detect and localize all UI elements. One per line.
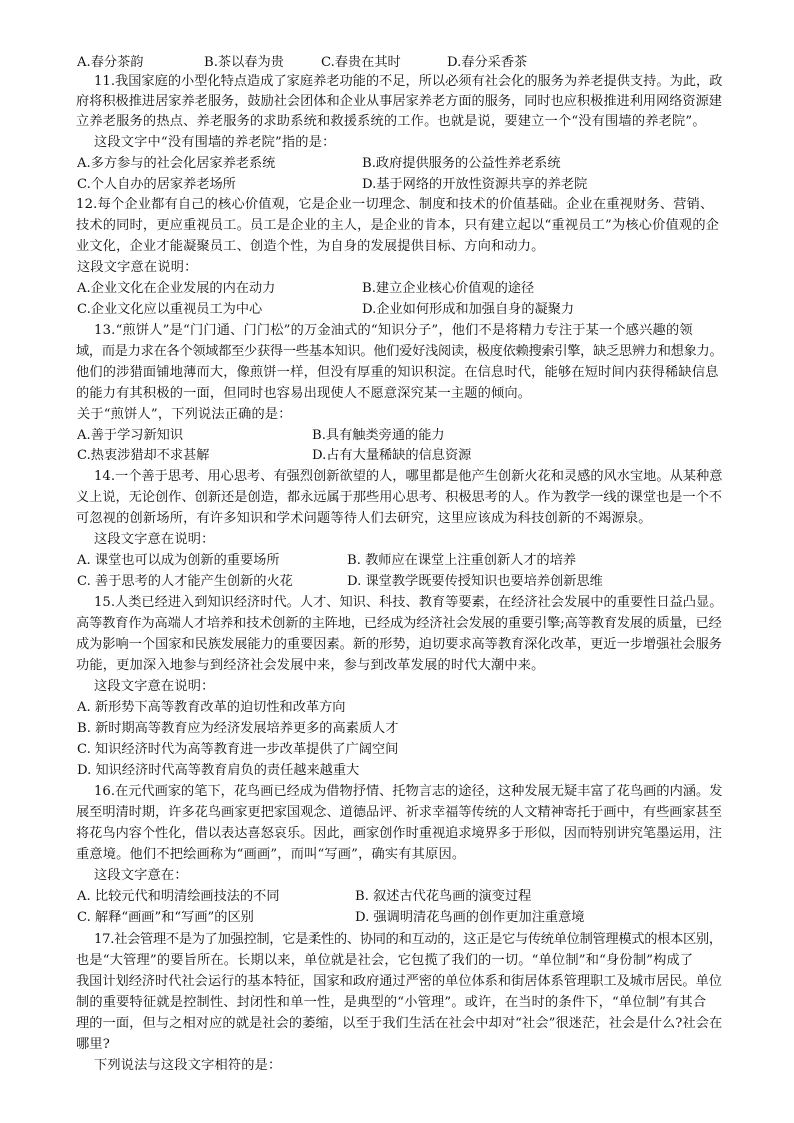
- q13-option-b: B.具有触类旁通的能力: [312, 428, 445, 443]
- q14-option-a: A. 课堂也可以成为创新的重要场所: [77, 553, 280, 568]
- q13-text-line: 的能力有其积极的一面，但同时也容易出现使人不愿意深究某一主题的倾向。: [76, 386, 532, 401]
- q14-option-d: D. 课堂教学既要传授知识也要培养创新思维: [347, 574, 603, 589]
- q13-text-line: 他们的涉猎面铺地薄而大，像煎饼一样，但没有厚重的知识积淀。在信息时代，能够在短时间内获得稀缺信息: [76, 365, 719, 380]
- q14-text-line: 义上说，无论创作、创新还是创造，都永远属于那些用心思考、积极思考的人。作为教学一线的课堂也是一个不: [76, 490, 722, 505]
- q11-option-b: B.政府提供服务的公益性养老系统: [362, 156, 561, 171]
- q10-option-a: A.春分茶韵: [77, 55, 144, 70]
- q17-question: 下列说法与这段文字相符的是：: [94, 1058, 282, 1073]
- q11-text-line: 立养老服务的热点、养老服务的求助系统和救援系统的工作。也就是说，要建立一个“没有围墙的养老院”。: [76, 114, 706, 129]
- q10-option-b: B.茶以春为贵: [204, 55, 284, 70]
- q15-text-line: 成为影响一个国家和民族发展能力的重要因素。新的形势，迫切要求高等教育深化改革，更近一步增强社会服务: [76, 637, 722, 652]
- q12-option-d: D.企业如何形成和加强自身的凝聚力: [362, 302, 575, 317]
- q12-option-c: C.企业文化应以重视员工为中心: [77, 302, 263, 317]
- q11-option-c: C.个人自办的居家养老场所: [77, 177, 236, 192]
- q15-text-line: 高等教育作为高端人才培养和技术创新的主阵地，已经成为经济社会发展的重要引擎;高等教育发展的质量，已经: [76, 616, 722, 631]
- q12-option-a: A.企业文化在企业发展的内在动力: [77, 281, 276, 296]
- q14-text-line: 14.一个善于思考、用心思考、有强烈创新欲望的人，哪里都是他产生创新火花和灵感的风水宝地。从某种意: [94, 469, 723, 484]
- q13-option-c: C.热衷涉猎却不求甚解: [77, 448, 210, 463]
- q13-option-a: A.善于学习新知识: [77, 428, 184, 443]
- q15-text-line: 功能，更加深入地参与到经济社会发展中来，参与到改革发展的时代大潮中来。: [76, 658, 545, 673]
- q16-option-a: A. 比较元代和明清绘画技法的不同: [77, 889, 280, 904]
- q11-option-a: A.多方参与的社会化居家养老系统: [77, 156, 276, 171]
- q13-question: 关于“煎饼人”，下列说法正确的是：: [77, 407, 292, 422]
- q17-text-line: 也是“大管理”的要旨所在。长期以来，单位就是社会，它包揽了我们的一切。“单位制”和“身份制”构成了: [76, 953, 694, 968]
- q14-option-c: C. 善于思考的人才能产生创新的火花: [77, 574, 293, 589]
- q16-question: 这段文字意在：: [94, 868, 188, 883]
- q16-option-d: D. 强调明清花鸟画的创作更加注重意境: [355, 910, 585, 925]
- q15-option-c: C. 知识经济时代为高等教育进一步改革提供了广阔空间: [77, 742, 399, 757]
- q11-text-line: 11.我国家庭的小型化特点造成了家庭养老功能的不足，所以必须有社会化的服务为养老提供支持。为此，政: [94, 74, 723, 89]
- q14-option-b: B. 教师应在课堂上注重创新人才的培养: [347, 553, 577, 568]
- q11-text-line: 府将积极推进居家养老服务，鼓励社会团体和企业从事居家养老方面的服务，同时也应积极推进利用网络资源建: [76, 94, 722, 109]
- q16-text-line: 重意境。他们不把绘画称为“画画”，而叫“写画”，确实有其原因。: [76, 847, 466, 862]
- q12-text-line: 技术的同时，更应重视员工。员工是企业的主人，是企业的肯本，只有建立起以“重视员工”为核心价值观的企: [76, 218, 720, 233]
- q14-question: 这段文字意在说明：: [94, 532, 215, 547]
- q12-text-line: 业文化，企业才能凝聚员工、创造个性，为自身的发展提供目标、方向和动力。: [76, 239, 545, 254]
- q12-text-line: 12.每个企业都有自己的核心价值观，它是企业一切理念、制度和技术的价值基础。企业在重视财务、营销、: [76, 197, 714, 212]
- q15-option-b: B. 新时期高等教育应为经济发展培养更多的高素质人才: [77, 721, 399, 736]
- q17-text-line: 制的重要特征就是控制性、封闭性和单一性，是典型的“小管理”。或许，在当时的条件下，“单位制”有其合: [76, 995, 707, 1010]
- q16-option-c: C. 解释“画画”和“写画”的区别: [77, 910, 254, 925]
- q17-text-line: 哪里?: [76, 1037, 111, 1052]
- q15-option-a: A. 新形势下高等教育改革的迫切性和改革方向: [77, 700, 346, 715]
- q16-text-line: 将花鸟内容个性化，借以表达喜怒哀乐。因此，画家创作时重视追求境界多于形似，因而特别讲究笔墨运用，注: [76, 826, 722, 841]
- q16-text-line: 展至明清时期，许多花鸟画家更把家国观念、道德品评、祈求幸福等传统的人文精神寄托于画中，有些画家甚至: [76, 805, 722, 820]
- q17-text-line: 17.社会管理不是为了加强控制，它是柔性的、协同的和互动的，这正是它与传统单位制管理模式的根本区别，: [94, 932, 722, 947]
- q10-option-c: C.春贵在其时: [321, 55, 401, 70]
- q11-option-d: D.基于网络的开放性资源共享的养老院: [362, 177, 588, 192]
- q13-text-line: 域，而是力求在各个领域都至少获得一些基本知识。他们爱好浅阅读，极度依赖搜索引擎，缺乏思辨力和想象力。: [76, 344, 723, 359]
- q12-question: 这段文字意在说明：: [77, 260, 198, 275]
- q10-option-d: D.春分采香茶: [447, 55, 528, 70]
- q15-text-line: 15.人类已经进入到知识经济时代。人才、知识、科技、教育等要素，在经济社会发展中的重要性日益凸显。: [94, 595, 723, 610]
- q11-question: 这段文字中“没有围墙的养老院”指的是：: [94, 135, 336, 150]
- q15-option-d: D. 知识经济时代高等教育肩负的责任越来越重大: [77, 763, 360, 778]
- q17-text-line: 我国计划经济时代社会运行的基本特征，国家和政府通过严密的单位体系和街居体系管理职工及城市居民。单位: [76, 974, 722, 989]
- q14-text-line: 可忽视的创新场所，有许多知识和学术问题等待人们去研究，这里应该成为科技创新的不竭源泉。: [76, 511, 652, 526]
- q13-text-line: 13.“煎饼人”是“门门通、门门松”的万金油式的“知识分子”，他们不是将精力专注于某一个感兴趣的领: [94, 323, 693, 338]
- q16-text-line: 16.在元代画家的笔下，花鸟画已经成为借物抒情、托物言志的途径，这种发展无疑丰富了花鸟画的内涵。发: [94, 784, 723, 799]
- q15-question: 这段文字意在说明：: [94, 679, 215, 694]
- q12-option-b: B.建立企业核心价值观的途径: [362, 281, 535, 296]
- q17-text-line: 理的一面，但与之相对应的就是社会的萎缩，以至于我们生活在社会中却对“社会”很迷茫，社会是什么?社会在: [76, 1016, 723, 1031]
- q13-option-d: D.占有大量稀缺的信息资源: [312, 448, 472, 463]
- q16-option-b: B. 叙述古代花鸟画的演变过程: [355, 889, 532, 904]
